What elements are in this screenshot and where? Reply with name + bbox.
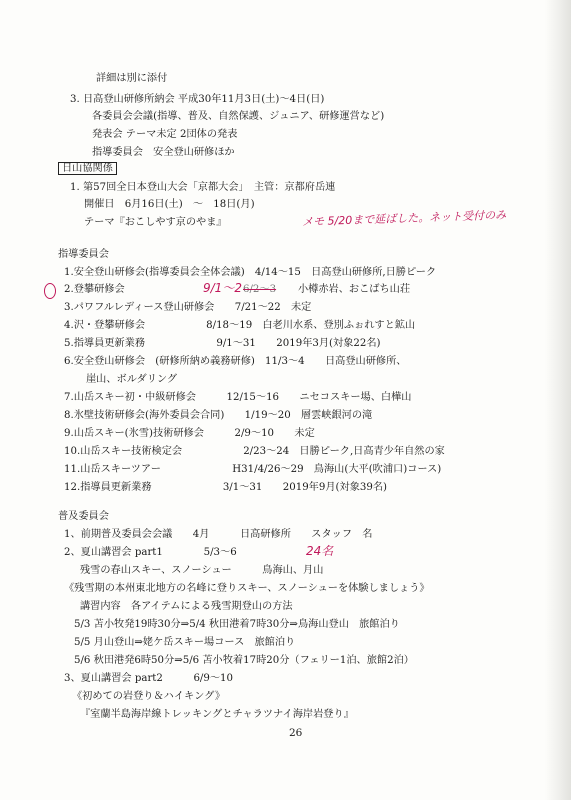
handwritten-note: メモ 5/20まで延ばした。ネット受付のみ	[301, 208, 507, 229]
handwritten-circle-mark	[44, 283, 56, 299]
itinerary-day-3: 5/6 秋田港発6時50分⇒5/6 苫小牧着17時20分（フェリー1泊、旅館2泊）	[74, 655, 414, 666]
section-title-boxed: 日山協関係	[58, 162, 117, 175]
guidance-item-2-place: 小樽赤岩、おこばち山荘	[298, 284, 411, 295]
convention-dates: 開催日 6月16日(土) 〜 18日(月)	[84, 199, 255, 210]
presentation: 発表会 テーマ未定 2団体の発表	[92, 129, 238, 140]
promotion-item-2-desc: 残雪の春山スキー、スノーシュー 鳥海山、月山	[80, 565, 324, 576]
attachment-note: 詳細は別に添付	[96, 73, 168, 84]
section-header-nissankyo	[58, 162, 117, 176]
promotion-item-2: 2、夏山講習会 part1 5/3〜6	[64, 547, 237, 558]
guidance-item-2	[64, 283, 125, 296]
committee-meetings: 各委員会会議(指導、普及、自然保護、ジュニア、研修運営など)	[92, 111, 385, 122]
section-title-promotion: 普及委員会	[58, 511, 109, 522]
item-closing-meeting: 3. 日高登山研修所納会 平成30年11月3日(土)〜4日(日)	[70, 94, 325, 105]
guidance-item-5: 5.指導員更新業務 9/1〜31 2019年3月(対象22名)	[64, 338, 381, 349]
handwritten-date-correction: 9/1〜2	[203, 281, 242, 295]
convention-theme: テーマ『おこしやす京のやま』	[84, 217, 227, 228]
guidance-item-8: 8.氷壁技術研修会(海外委員会合同) 1/19〜20 層雲峡銀河の滝	[64, 410, 373, 421]
scanned-page-edge	[545, 0, 571, 800]
guidance-item-3: 3.パワフルレディース登山研修会 7/21〜22 未定	[64, 302, 312, 313]
handwritten-count: 24名	[306, 544, 334, 558]
guidance-item-4: 4.沢・登攀研修会 8/18〜19 白老川水系、登別ふぉれすと鉱山	[64, 320, 416, 331]
itinerary-day-2: 5/5 月山登山⇒姥ケ岳スキー場コース 旅館泊り	[74, 637, 296, 648]
promotion-item-3: 3、夏山講習会 part2 6/9〜10	[64, 673, 233, 684]
guidance-item-2-label: 2.登攀研修会	[64, 284, 125, 295]
promotion-item-3-title: 『室蘭半島海岸線トレッキングとチャラツナイ海岸岩登り』	[80, 709, 354, 720]
promotion-item-2-content: 講習内容 各アイテムによる残雪期登山の方法	[80, 601, 293, 612]
section-title-guidance: 指導委員会	[58, 249, 109, 260]
national-convention: 1. 第57回全日本登山大会「京都大会」 主管：京都府岳連	[70, 182, 336, 193]
promotion-item-3-tagline: 《初めての岩登り＆ハイキング》	[72, 691, 226, 702]
guidance-item-6-cont: 崖山、ボルダリング	[86, 374, 178, 385]
promotion-item-2-tagline: 《残雪期の本州東北地方の名峰に登りスキー、スノーシューを体験しましょう》	[64, 583, 430, 594]
guidance-committee-note: 指導委員会 安全登山研修ほか	[92, 147, 235, 158]
guidance-item-10: 10.山岳スキー技術検定会 2/23〜24 日勝ピーク,日高青少年自然の家	[64, 446, 445, 457]
guidance-item-12: 12.指導員更新業務 3/1〜31 2019年9月(対象39名)	[64, 482, 388, 493]
promotion-item-1: 1、前期普及委員会会議 4月 日高研修所 スタッフ 名	[64, 529, 373, 540]
struck-date: 6/2〜3	[243, 284, 277, 295]
guidance-item-7: 7.山岳スキー初・中級研修会 12/15〜16 ニセコスキー場、白樺山	[64, 392, 412, 403]
guidance-item-6: 6.安全登山研修会 (研修所納め義務研修) 11/3〜4 日高登山研修所、	[64, 356, 407, 367]
guidance-item-1: 1.安全登山研修会(指導委員会全体会議) 4/14〜15 日高登山研修所,日勝ピーク	[64, 267, 437, 278]
guidance-item-9: 9.山岳スキー(氷雪)技術研修会 2/9〜10 未定	[64, 428, 315, 439]
guidance-item-11: 11.山岳スキーツアー H31/4/26〜29 鳥海山(大平(吹浦口)コース)	[64, 464, 442, 475]
itinerary-day-1: 5/3 苫小牧発19時30分⇒5/4 秋田港着7時30分⇒鳥海山登山 旅館泊り	[74, 619, 400, 630]
page-number: 26	[289, 727, 303, 739]
